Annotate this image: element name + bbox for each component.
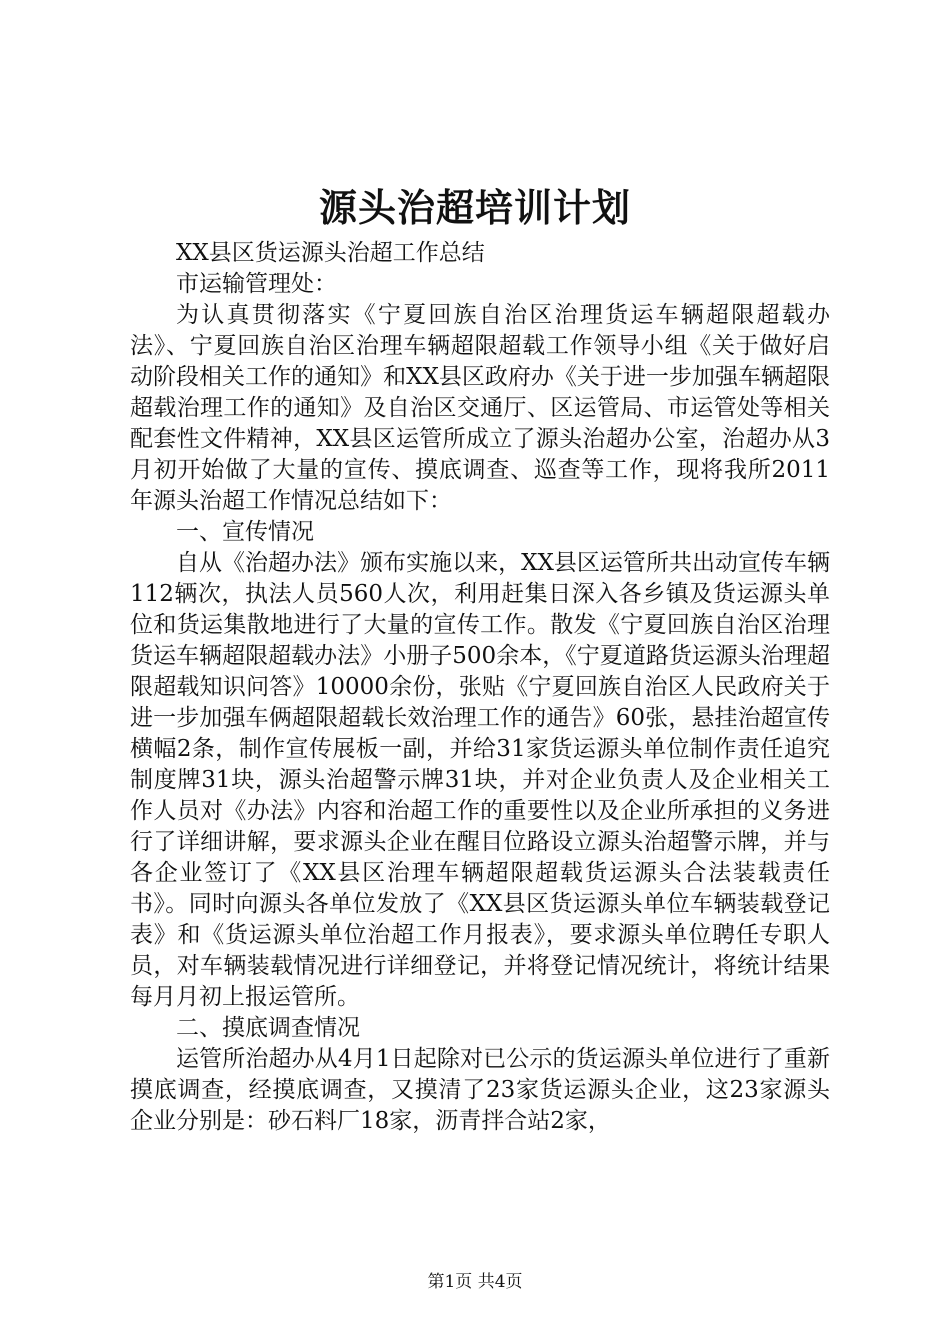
section-heading-publicity: 一、宣传情况 bbox=[176, 519, 314, 545]
paragraph-subtitle: XX县区货运源头治超工作总结 bbox=[176, 240, 485, 266]
paragraph-publicity: 自从《治超办法》颁布实施以来，XX县区运管所共出动宣传车辆112辆次，执法人员560人次，利用赶集日深入各乡镇及货运源头单位和货运集散地进行了大量的宣传工作。散发《宁夏回族自治区治理货运车辆超限超载办法》小册子500余本，《宁夏道路货运源头治理超限超载知识问答》10000余份，张贴《宁夏回族自治区人民政府关于进一步加强车俩超限超载长效治理工作的通告》60张，悬挂治超宣传横幅2条，制作宣传展板一副，并给31家货运源头单位制作责任追究制度牌31块，源头治超警示牌31块，并对企业负责人及企业相关工作人员对《办法》内容和治超工作的重要性以及企业所承担的义务进行了详细讲解，要求源头企业在醒目位路设立源头治超警示牌，并与各企业签订了《XX县区治理车辆超限超载货运源头合法装载责任书》。同时向源头各单位发放了《XX县区货运源头单位车辆装载登记表》和《货运源头单位治超工作月报表》，要求源头单位聘任专职人员，对车辆装载情况进行详细登记，并将登记情况统计，将统计结果每月月初上报运管所。 bbox=[130, 550, 830, 1010]
paragraph-survey: 运管所治超办从4月1日起除对已公示的货运源头单位进行了重新摸底调查，经摸底调查，又摸清了23家货运源头企业，这23家源头企业分别是：砂石料厂18家，沥青拌合站2家， bbox=[130, 1046, 830, 1134]
paragraph-addressee: 市运输管理处： bbox=[176, 271, 337, 297]
section-heading-survey: 二、摸底调查情况 bbox=[176, 1015, 360, 1041]
paragraph-intro: 为认真贯彻落实《宁夏回族自治区治理货运车辆超限超载办法》、宁夏回族自治区治理车辆超限超载工作领导小组《关于做好启动阶段相关工作的通知》和XX县区政府办《关于进一步加强车辆超限超载治理工作的通知》及自治区交通厅、区运管局、市运管处等相关配套性文件精神，XX县区运管所成立了源头治超办公室，治超办从3月初开始做了大量的宣传、摸底调查、巡查等工作，现将我所2011年源头治超工作情况总结如下： bbox=[130, 302, 830, 514]
page-footer: 第1页 共4页 bbox=[427, 1272, 523, 1292]
document-title: 源头治超培训计划 bbox=[318, 185, 631, 230]
document-body bbox=[130, 238, 830, 1137]
